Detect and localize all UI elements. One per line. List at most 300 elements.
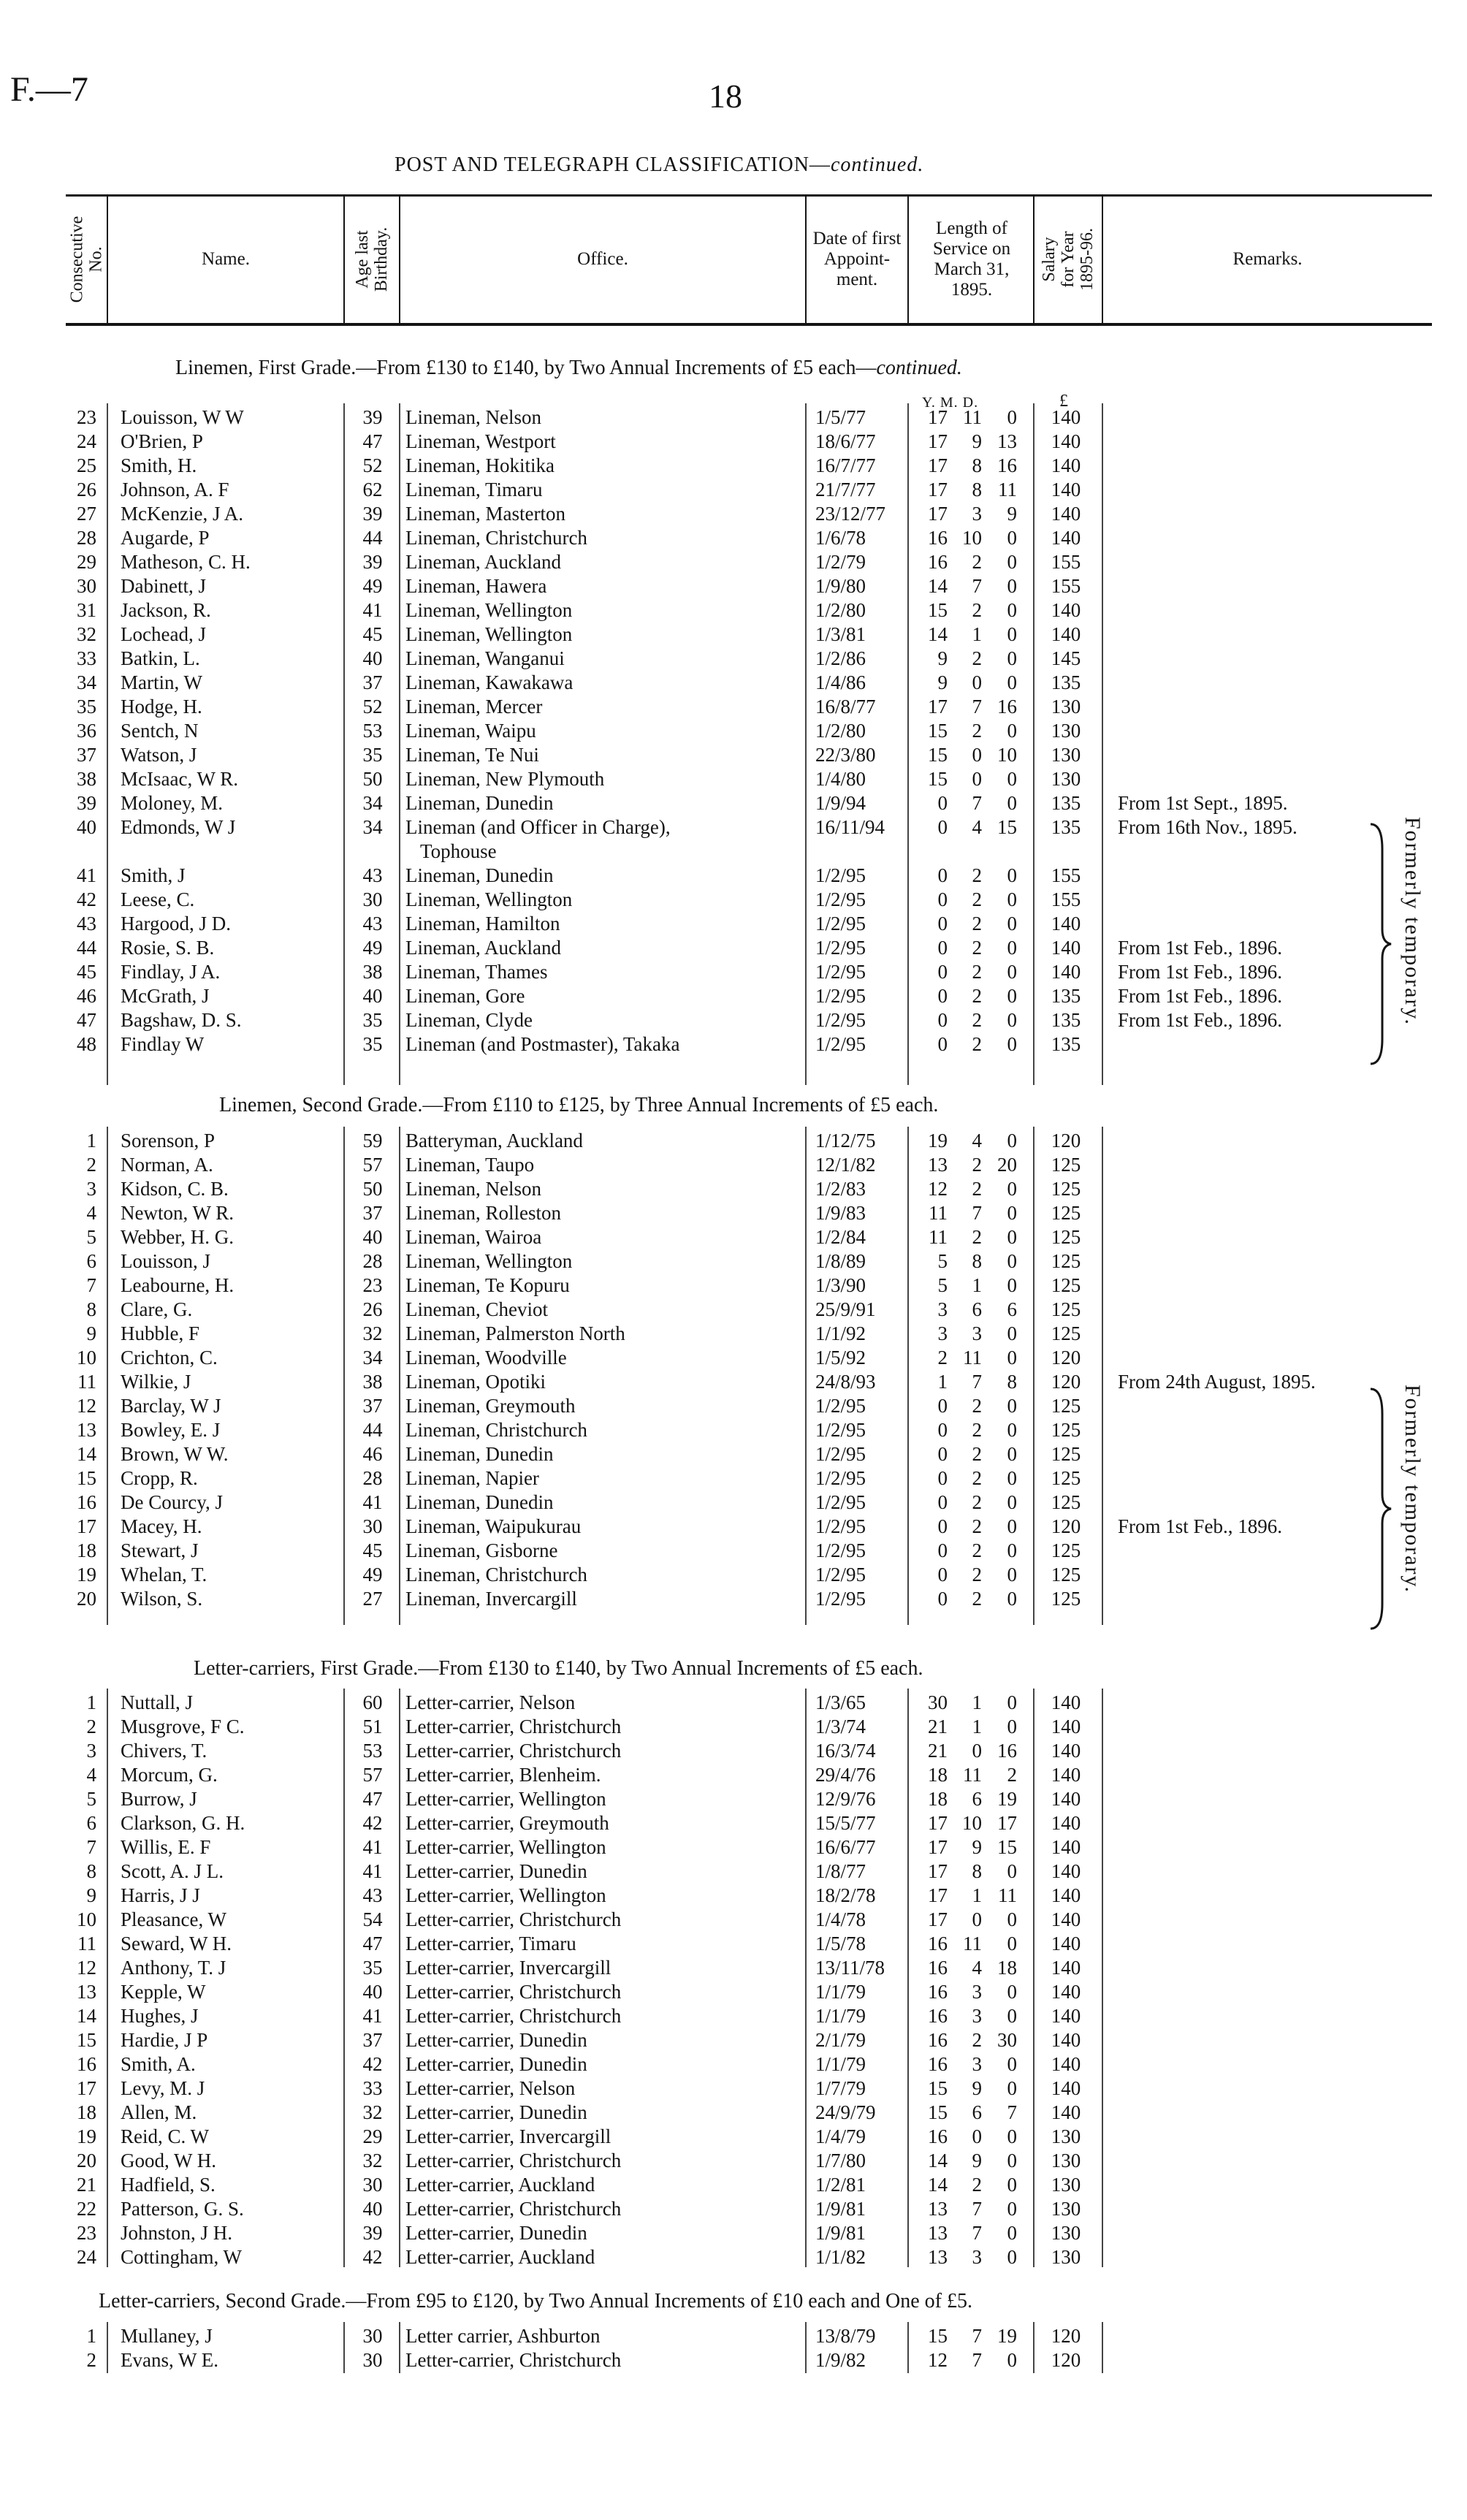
cell-name: Louisson, J	[121, 1250, 211, 1272]
cell-y: 0	[937, 1539, 948, 1561]
cell-d: 11	[998, 1884, 1017, 1906]
table-row	[0, 1884, 1467, 1908]
cell-age: 50	[362, 768, 383, 790]
cell-m: 10	[962, 527, 982, 549]
table-row	[0, 2173, 1467, 2197]
cell-no: 26	[77, 479, 96, 500]
cell-office: Letter-carrier, Dunedin	[405, 2101, 587, 2123]
cell-age: 43	[362, 864, 383, 886]
cell-m: 2	[972, 2174, 982, 2196]
cell-y: 0	[937, 961, 948, 983]
cell-date: 1/3/65	[815, 1691, 866, 1713]
cell-salary: 140	[1051, 2077, 1081, 2099]
cell-age: 54	[362, 1908, 383, 1930]
cell-m: 1	[972, 1691, 982, 1713]
table-row	[0, 695, 1467, 719]
cell-m: 3	[972, 2246, 982, 2268]
cell-date: 1/2/95	[815, 1443, 866, 1465]
cell-y: 13	[928, 1154, 948, 1176]
cell-y: 16	[928, 2053, 948, 2075]
cell-date: 16/8/77	[815, 696, 876, 717]
cell-name: Musgrove, F C.	[121, 1716, 245, 1737]
cell-office: Lineman (and Officer in Charge),	[405, 816, 671, 838]
cell-date: 16/11/94	[815, 816, 885, 838]
cell-d: 0	[1007, 937, 1017, 959]
cell-m: 11	[963, 1764, 982, 1786]
cell-name: Findlay W	[121, 1033, 205, 1055]
cell-no: 16	[77, 1491, 96, 1513]
cell-date: 1/2/95	[815, 961, 866, 983]
table-row	[0, 1346, 1467, 1370]
cell-d: 9	[1007, 503, 1017, 525]
table-row	[0, 1394, 1467, 1418]
table-row	[0, 502, 1467, 526]
cell-age: 47	[362, 1933, 383, 1954]
cell-name: Stewart, J	[121, 1539, 199, 1561]
cell-m: 4	[972, 1957, 982, 1979]
cell-no: 8	[86, 1860, 96, 1882]
cell-no: 19	[77, 1564, 96, 1586]
cell-m: 0	[972, 744, 982, 766]
cell-name: Chivers, T.	[121, 1740, 207, 1762]
cell-name: Good, W H.	[121, 2150, 217, 2171]
table-row	[0, 1859, 1467, 1884]
cell-name: Moloney, M.	[121, 792, 223, 814]
cell-no: 8	[86, 1298, 96, 1320]
cell-office: Lineman, Gisborne	[405, 1539, 558, 1561]
cell-d: 0	[1007, 888, 1017, 910]
cell-salary: 140	[1051, 623, 1081, 645]
cell-name: O'Brien, P	[121, 430, 203, 452]
cell-age: 42	[362, 2246, 383, 2268]
table-row	[0, 1177, 1467, 1201]
cell-salary: 140	[1051, 1981, 1081, 2003]
cell-date: 1/3/81	[815, 623, 866, 645]
cell-d: 0	[1007, 1860, 1017, 1882]
cell-date: 1/2/81	[815, 2174, 866, 2196]
cell-m: 2	[972, 913, 982, 934]
table-row	[0, 1249, 1467, 1274]
cell-date: 1/9/94	[815, 792, 866, 814]
cell-m: 8	[972, 479, 982, 500]
cell-age: 34	[362, 816, 383, 838]
cell-name: Hughes, J	[121, 2005, 199, 2027]
cell-office: Letter-carrier, Invercargill	[405, 1957, 611, 1979]
table-row	[0, 671, 1467, 695]
cell-y: 11	[929, 1226, 948, 1248]
cell-d: 0	[1007, 1347, 1017, 1369]
currency-heading: £	[1059, 392, 1069, 411]
cell-date: 21/7/77	[815, 479, 876, 500]
cell-y: 15	[928, 720, 948, 742]
cell-m: 6	[972, 1298, 982, 1320]
cell-age: 35	[362, 1957, 383, 1979]
cell-date: 1/1/79	[815, 2053, 866, 2075]
cell-name: Jackson, R.	[121, 599, 211, 621]
cell-date: 1/7/79	[815, 2077, 866, 2099]
page-title	[395, 153, 923, 177]
cell-salary: 120	[1051, 1515, 1081, 1537]
cell-name: Patterson, G. S.	[121, 2198, 244, 2220]
cell-y: 17	[928, 1908, 948, 1930]
cell-salary: 140	[1051, 527, 1081, 549]
page-title-italic: continued.	[830, 153, 924, 176]
cell-name: Louisson, W W	[121, 406, 244, 428]
cell-age: 39	[362, 2222, 383, 2244]
cell-office: Letter-carrier, Christchurch	[405, 2349, 622, 2371]
cell-salary: 125	[1051, 1250, 1081, 1272]
table-row	[0, 1418, 1467, 1442]
cell-m: 3	[972, 2005, 982, 2027]
header-name: Name.	[202, 249, 250, 269]
cell-no: 13	[77, 1981, 96, 2003]
cell-name: Dabinett, J	[121, 575, 206, 597]
cell-y: 3	[937, 1298, 948, 1320]
cell-date: 1/2/95	[815, 1009, 866, 1031]
cell-date: 1/9/81	[815, 2222, 866, 2244]
cell-office: Lineman, Auckland	[405, 551, 561, 573]
cell-m: 4	[972, 1130, 982, 1151]
cell-m: 2	[972, 864, 982, 886]
cell-date: 1/2/95	[815, 1588, 866, 1610]
cell-date: 1/2/84	[815, 1226, 866, 1248]
cell-d: 0	[1007, 2349, 1017, 2371]
cell-date: 1/9/81	[815, 2198, 866, 2220]
cell-office: Lineman, Te Kopuru	[405, 1274, 570, 1296]
cell-y: 14	[928, 575, 948, 597]
cell-office: Lineman, Christchurch	[405, 527, 587, 549]
cell-office: Lineman, Nelson	[405, 1178, 541, 1200]
cell-date: 1/2/95	[815, 1419, 866, 1441]
cell-age: 60	[362, 1691, 383, 1713]
cell-age: 59	[362, 1130, 383, 1151]
cell-office: Lineman, Napier	[405, 1467, 539, 1489]
cell-m: 2	[972, 599, 982, 621]
cell-office: Lineman, Woodville	[405, 1347, 567, 1369]
cell-name: Sentch, N	[121, 720, 199, 742]
cell-m: 1	[972, 1716, 982, 1737]
cell-age: 37	[362, 2029, 383, 2051]
cell-office: Lineman, Dunedin	[405, 792, 554, 814]
cell-m: 7	[972, 792, 982, 814]
cell-name: McGrath, J	[121, 985, 210, 1007]
page-title-text: POST AND TELEGRAPH CLASSIFICATION—	[395, 153, 831, 176]
cell-date: 1/9/83	[815, 1202, 866, 1224]
cell-office: Letter-carrier, Auckland	[405, 2246, 595, 2268]
cell-date: 24/8/93	[815, 1371, 876, 1393]
cell-d: 0	[1007, 1009, 1017, 1031]
cell-d: 20	[997, 1154, 1017, 1176]
cell-d: 19	[997, 2325, 1017, 2347]
cell-salary: 130	[1051, 696, 1081, 717]
cell-d: 0	[1007, 1467, 1017, 1489]
cell-m: 10	[962, 1812, 982, 1834]
cell-m: 2	[972, 1515, 982, 1537]
cell-date: 1/2/95	[815, 1564, 866, 1586]
cell-no: 28	[77, 527, 96, 549]
cell-no: 23	[77, 2222, 96, 2244]
cell-m: 0	[972, 1740, 982, 1762]
table-row	[0, 1587, 1467, 1611]
table-row	[0, 815, 1467, 840]
cell-office: Letter-carrier, Christchurch	[405, 2198, 622, 2220]
cell-name: Smith, A.	[121, 2053, 196, 2075]
cell-no: 38	[77, 768, 96, 790]
cell-office: Lineman, Waipu	[405, 720, 536, 742]
cell-name: Watson, J	[121, 744, 197, 766]
table-row	[0, 936, 1467, 960]
cell-date: 1/1/79	[815, 2005, 866, 2027]
cell-salary: 140	[1051, 1933, 1081, 1954]
cell-age: 49	[362, 937, 383, 959]
cell-age: 38	[362, 961, 383, 983]
cell-office: Lineman, Palmerston North	[405, 1322, 625, 1344]
cell-salary: 140	[1051, 913, 1081, 934]
section-title-letter-carriers-second: Letter-carriers, Second Grade.—From £95 to £120, by Two Annual Increments of £10 each and One of £5.	[99, 2290, 972, 2312]
cell-m: 2	[972, 1564, 982, 1586]
cell-no: 15	[77, 1467, 96, 1489]
cell-no: 13	[77, 1419, 96, 1441]
cell-m: 0	[972, 671, 982, 693]
cell-office: Letter carrier, Ashburton	[405, 2325, 601, 2347]
cell-date: 18/6/77	[815, 430, 876, 452]
cell-salary: 140	[1051, 1836, 1081, 1858]
table-row	[0, 1442, 1467, 1466]
cell-name: Johnston, J H.	[121, 2222, 233, 2244]
cell-office: Letter-carrier, Dunedin	[405, 2222, 587, 2244]
cell-y: 9	[937, 671, 948, 693]
cell-salary: 145	[1051, 647, 1081, 669]
cell-d: 0	[1007, 575, 1017, 597]
cell-d: 0	[1007, 2222, 1017, 2244]
cell-m: 2	[972, 1226, 982, 1248]
cell-age: 28	[362, 1250, 383, 1272]
cell-date: 15/5/77	[815, 1812, 876, 1834]
cell-office: Letter-carrier, Christchurch	[405, 1740, 622, 1762]
cell-salary: 140	[1051, 1908, 1081, 1930]
cell-office: Batteryman, Auckland	[405, 1130, 583, 1151]
cell-m: 2	[972, 1491, 982, 1513]
cell-y: 17	[928, 696, 948, 717]
cell-remarks: From 1st Sept., 1895.	[1118, 792, 1288, 814]
cell-y: 14	[928, 2174, 948, 2196]
cell-name: Hadfield, S.	[121, 2174, 216, 2196]
cell-name: Findlay, J A.	[121, 961, 221, 983]
cell-age: 28	[362, 1467, 383, 1489]
cell-no: 3	[86, 1740, 96, 1762]
cell-salary: 130	[1051, 720, 1081, 742]
cell-date: 1/1/92	[815, 1322, 866, 1344]
cell-office: Letter-carrier, Dunedin	[405, 2053, 587, 2075]
cell-date: 1/2/95	[815, 937, 866, 959]
cell-name: Leese, C.	[121, 888, 195, 910]
cell-d: 0	[1007, 1515, 1017, 1537]
cell-office: Lineman, Dunedin	[405, 1443, 554, 1465]
cell-y: 19	[928, 1130, 948, 1151]
cell-salary: 125	[1051, 1226, 1081, 1248]
cell-m: 0	[972, 1908, 982, 1930]
cell-m: 7	[972, 2325, 982, 2347]
cell-no: 27	[77, 503, 96, 525]
cell-date: 1/5/78	[815, 1933, 866, 1954]
cell-date: 1/2/80	[815, 720, 866, 742]
table-row	[0, 550, 1467, 574]
cell-d: 0	[1007, 2125, 1017, 2147]
cell-age: 35	[362, 1009, 383, 1031]
cell-office: Lineman, Wellington	[405, 599, 573, 621]
cell-salary: 155	[1051, 888, 1081, 910]
cell-d: 0	[1007, 1033, 1017, 1055]
cell-office: Lineman, Cheviot	[405, 1298, 548, 1320]
cell-no: 24	[77, 2246, 96, 2268]
cell-m: 4	[972, 816, 982, 838]
table-row	[0, 864, 1467, 888]
cell-date: 13/11/78	[815, 1957, 885, 1979]
cell-m: 7	[972, 1202, 982, 1224]
cell-salary: 140	[1051, 937, 1081, 959]
cell-office: Letter-carrier, Christchurch	[405, 1908, 622, 1930]
cell-salary: 125	[1051, 1443, 1081, 1465]
cell-no: 7	[86, 1836, 96, 1858]
section-title-linemen-first	[175, 357, 962, 380]
cell-no: 29	[77, 551, 96, 573]
cell-age: 47	[362, 430, 383, 452]
cell-office: Letter-carrier, Timaru	[405, 1933, 576, 1954]
cell-m: 7	[972, 696, 982, 717]
cell-d: 0	[1007, 1419, 1017, 1441]
cell-name: Bowley, E. J	[121, 1419, 221, 1441]
cell-no: 2	[86, 1154, 96, 1176]
table-row	[0, 1835, 1467, 1859]
cell-d: 0	[1007, 864, 1017, 886]
cell-salary: 140	[1051, 1860, 1081, 1882]
cell-no: 34	[77, 671, 96, 693]
cell-m: 2	[972, 1588, 982, 1610]
cell-salary: 120	[1051, 1371, 1081, 1393]
cell-m: 1	[972, 623, 982, 645]
cell-date: 1/8/89	[815, 1250, 866, 1272]
cell-date: 16/6/77	[815, 1836, 876, 1858]
cell-age: 40	[362, 2198, 383, 2220]
cell-d: 0	[1007, 1933, 1017, 1954]
cell-age: 32	[362, 2101, 383, 2123]
cell-m: 2	[972, 1419, 982, 1441]
table-row	[0, 1563, 1467, 1587]
cell-d: 0	[1007, 1202, 1017, 1224]
table-row	[0, 1298, 1467, 1322]
cell-y: 13	[928, 2222, 948, 2244]
cell-date: 1/6/78	[815, 527, 866, 549]
cell-no: 11	[77, 1933, 96, 1954]
cell-d: 10	[997, 744, 1017, 766]
table-row	[0, 526, 1467, 550]
header-remarks: Remarks.	[1232, 249, 1303, 269]
cell-y: 21	[928, 1740, 948, 1762]
cell-salary: 130	[1051, 768, 1081, 790]
cell-age: 23	[362, 1274, 383, 1296]
cell-age: 44	[362, 1419, 383, 1441]
cell-no: 20	[77, 1588, 96, 1610]
section-title-letter-carriers-first: Letter-carriers, First Grade.—From £130 to £140, by Two Annual Increments of £5 each.	[194, 1657, 923, 1680]
cell-no: 5	[86, 1226, 96, 1248]
cell-date: 23/12/77	[815, 503, 886, 525]
cell-remarks: From 1st Feb., 1896.	[1118, 937, 1283, 959]
table-row	[0, 1515, 1467, 1539]
cell-y: 0	[937, 1443, 948, 1465]
cell-no: 12	[77, 1957, 96, 1979]
cell-age: 38	[362, 1371, 383, 1393]
cell-office: Lineman, Wellington	[405, 888, 573, 910]
table-row	[0, 767, 1467, 791]
cell-age: 45	[362, 1539, 383, 1561]
cell-no: 46	[77, 985, 96, 1007]
cell-y: 0	[937, 913, 948, 934]
cell-remarks: From 1st Feb., 1896.	[1118, 961, 1283, 983]
section-title-italic: continued.	[876, 357, 962, 379]
cell-office: Lineman, Waipukurau	[405, 1515, 582, 1537]
cell-office: Lineman, Gore	[405, 985, 525, 1007]
cell-age: 37	[362, 1202, 383, 1224]
cell-name: Clarkson, G. H.	[121, 1812, 245, 1834]
cell-y: 0	[937, 1515, 948, 1537]
cell-name: Wilson, S.	[121, 1588, 203, 1610]
cell-salary: 125	[1051, 1419, 1081, 1441]
cell-salary: 125	[1051, 1467, 1081, 1489]
cell-no: 47	[77, 1009, 96, 1031]
cell-name: Lochead, J	[121, 623, 206, 645]
cell-y: 0	[937, 1419, 948, 1441]
cell-date: 1/3/90	[815, 1274, 866, 1296]
cell-salary: 125	[1051, 1395, 1081, 1417]
cell-age: 27	[362, 1588, 383, 1610]
cell-office: Letter-carrier, Wellington	[405, 1884, 606, 1906]
cell-salary: 120	[1051, 2349, 1081, 2371]
cell-name: Smith, H.	[121, 454, 197, 476]
cell-no: 33	[77, 647, 96, 669]
cell-m: 2	[972, 2029, 982, 2051]
cell-d: 13	[997, 430, 1017, 452]
cell-m: 2	[972, 1154, 982, 1176]
cell-date: 1/2/80	[815, 599, 866, 621]
cell-office: Lineman, Timaru	[405, 479, 543, 500]
cell-name: Martin, W	[121, 671, 202, 693]
cell-age: 34	[362, 1347, 383, 1369]
cell-salary: 140	[1051, 2101, 1081, 2123]
brace-label-1: Formerly temporary.	[1401, 817, 1425, 1026]
cell-y: 0	[937, 816, 948, 838]
cell-salary: 130	[1051, 2246, 1081, 2268]
cell-no: 10	[77, 1908, 96, 1930]
cell-m: 3	[972, 2053, 982, 2075]
table-row	[0, 2245, 1467, 2269]
cell-no: 16	[77, 2053, 96, 2075]
cell-name: Bagshaw, D. S.	[121, 1009, 242, 1031]
cell-no: 6	[86, 1812, 96, 1834]
cell-name: Norman, A.	[121, 1154, 213, 1176]
cell-d: 0	[1007, 1908, 1017, 1930]
cell-no: 37	[77, 744, 96, 766]
cell-m: 7	[972, 2349, 982, 2371]
table-row	[0, 1980, 1467, 2004]
cell-y: 15	[928, 599, 948, 621]
header-date: Date of first Appoint- ment.	[812, 229, 902, 289]
cell-date: 1/2/95	[815, 1033, 866, 1055]
cell-salary: 140	[1051, 1764, 1081, 1786]
cell-y: 17	[928, 406, 948, 428]
cell-date: 1/8/77	[815, 1860, 866, 1882]
cell-salary: 135	[1051, 792, 1081, 814]
cell-y: 0	[937, 888, 948, 910]
